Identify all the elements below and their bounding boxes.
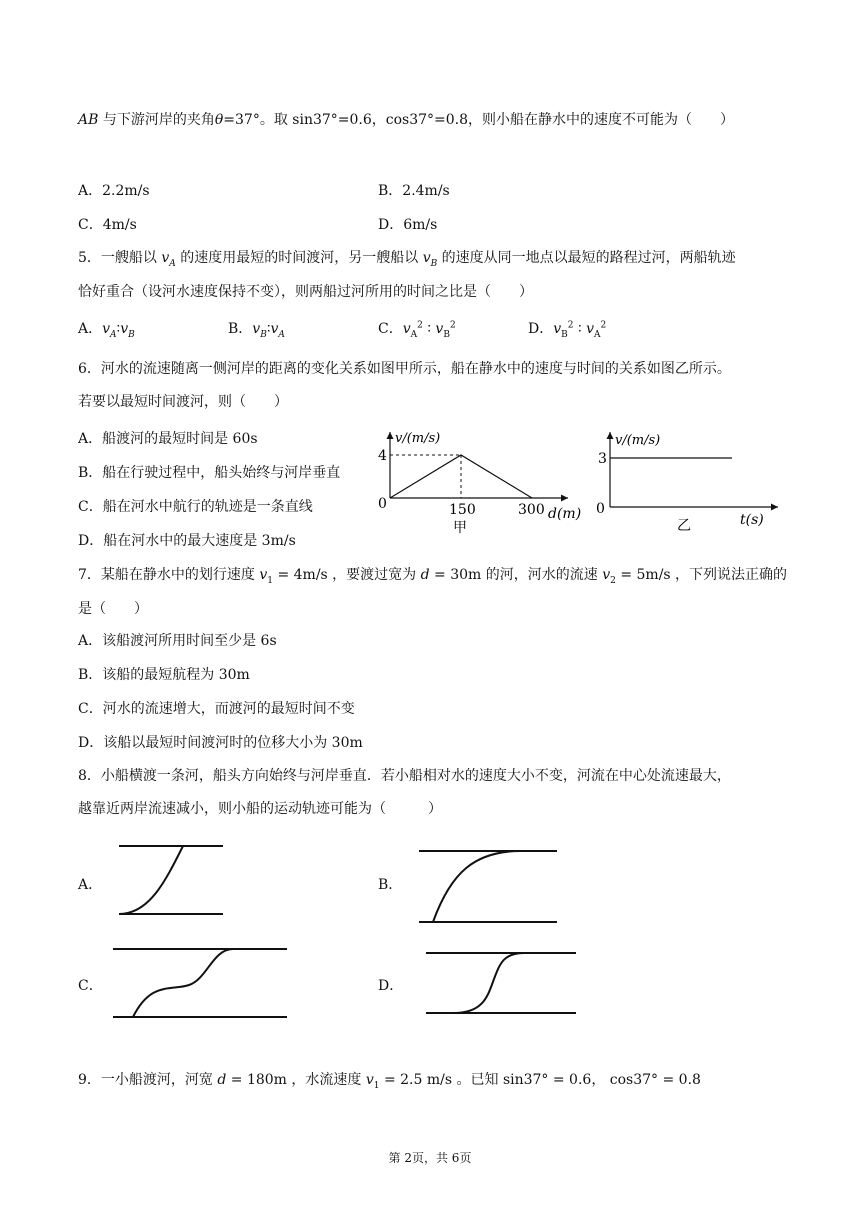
yi-ytick-3: 3	[598, 451, 607, 467]
q7-stem-line1: 7．某船在静水中的划行速度 $v_1 = 4m/s$ ，要渡过宽为 d = 30m 的河，河水的流速 $v_2 = 5m/s$ ，下列说法正确的	[78, 567, 788, 586]
q8-label-b: B．	[378, 877, 403, 893]
q8-figure-d	[424, 949, 580, 1017]
q5-option-d: D．$v_B^2$ ∶ $v_A^2$	[528, 320, 607, 340]
jia-title: 甲	[453, 520, 467, 536]
q5-option-c: C．$v_A^2$ ∶ $v_B^2$	[378, 320, 456, 340]
q6-option-a: A．船渡河的最短时间是 60s	[78, 431, 258, 447]
yi-ylabel: v/(m/s)	[615, 433, 661, 448]
q7-stem-line2: 是（ ）	[78, 601, 148, 617]
q5-option-b: B．$v_B∶v_A$	[228, 321, 285, 340]
q5-stem-line2: 恰好重合（设河水速度保持不变），则两船过河所用的时间之比是（ ）	[78, 284, 533, 300]
q8-stem-line1: 8．小船横渡一条河，船头方向始终与河岸垂直．若小船相对水的速度大小不变，河流在中心处流速最大，	[78, 768, 731, 784]
q4-ab: AB	[78, 112, 99, 128]
q8-label-d: D．	[378, 978, 404, 994]
jia-xlabel: d(m)	[548, 506, 582, 522]
q8-label-c: C．	[78, 978, 103, 994]
jia-ytick-4: 4	[378, 448, 387, 464]
q8-label-a: A．	[78, 877, 103, 893]
page-footer: 第 2页，共 6页	[388, 1151, 472, 1165]
jia-xtick-150: 150	[449, 502, 476, 518]
q7-option-b: B．该船的最短航程为 30m	[78, 667, 250, 683]
q6-option-d: D．船在河水中的最大速度是 3m/s	[78, 533, 296, 549]
q8-figure-a	[115, 842, 227, 918]
jia-xtick-300: 300	[518, 502, 545, 518]
q4-stem: AB 与下游河岸的夹角θ=37°。取 sin37°=0.6，cos37°=0.8，则小船在静水中的速度不可能为（ ）	[78, 112, 735, 128]
q5-option-a: A．$v_A∶v_B$	[78, 321, 135, 340]
q4-option-c: C．4m/s	[78, 217, 137, 233]
yi-xtick-0: 0	[596, 501, 605, 517]
q5-stem-line1: 5．一艘船以 $v_A$ 的速度用最短的时间渡河，另一艘船以 $v_B$ 的速度从同一地点以最短的路程过河，两船轨迹	[78, 250, 736, 269]
q9-stem: 9．一小船渡河，河宽 d = 180m ，水流速度 $v_1 = 2.5$ m/s 。已知 sin37° = 0.6， cos37° = 0.8	[78, 1072, 701, 1091]
q7-option-c: C．河水的流速增大，而渡河的最短时间不变	[78, 701, 355, 717]
q7-option-a: A．该船渡河所用时间至少是 6s	[78, 633, 277, 649]
q6-stem-line2: 若要以最短时间渡河，则（ ）	[78, 394, 288, 410]
q6-option-b: B．船在行驶过程中，船头始终与河岸垂直	[78, 465, 341, 481]
chart-yi	[592, 426, 792, 538]
q4-option-b: B．2.4m/s	[378, 183, 450, 199]
jia-xtick-0: 0	[378, 496, 387, 512]
yi-xlabel: t(s)	[740, 512, 764, 528]
q6-option-c: C．船在河水中航行的轨迹是一条直线	[78, 499, 313, 515]
yi-title: 乙	[677, 518, 691, 534]
q8-figure-b	[417, 846, 561, 926]
q8-stem-line2: 越靠近两岸流速减小，则小船的运动轨迹可能为（ ）	[78, 801, 442, 817]
q8-figure-c	[111, 945, 291, 1021]
q4-option-d: D．6m/s	[378, 217, 438, 233]
q6-stem-line1: 6．河水的流速随离一侧河岸的距离的变化关系如图甲所示，船在静水中的速度与时间的关系如图乙所示。	[78, 361, 731, 377]
q7-option-d: D．该船以最短时间渡河时的位移大小为 30m	[78, 735, 363, 751]
q4-option-a: A．2.2m/s	[78, 183, 150, 199]
chart-jia	[360, 426, 600, 538]
jia-ylabel: v/(m/s)	[395, 431, 441, 446]
